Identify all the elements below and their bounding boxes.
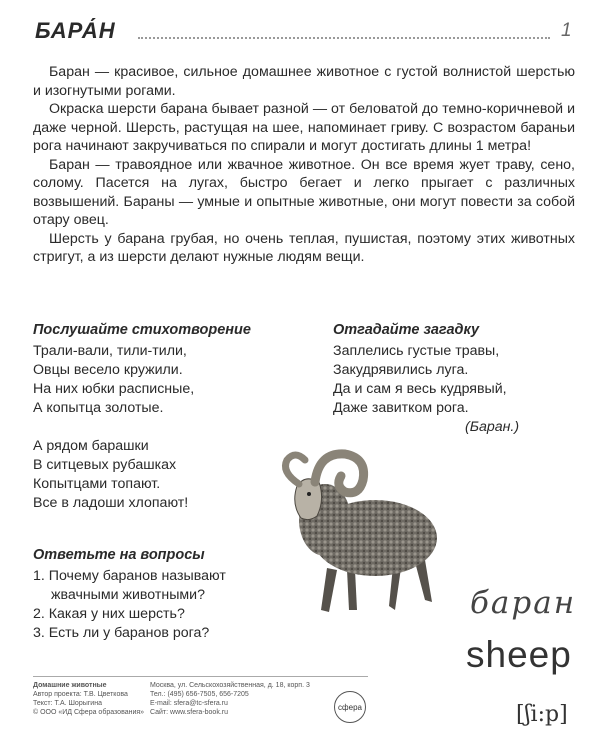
questions-heading: Ответьте на вопросы: [33, 547, 205, 563]
word-english: sheep: [466, 634, 572, 675]
riddle-section: [333, 321, 583, 437]
footer-line: Автор проекта: Т.В. Цветкова: [33, 691, 128, 698]
question-item-continuation: жвачными животными?: [51, 587, 205, 603]
poem-stanza-2: [33, 437, 303, 513]
questions-section: [33, 546, 293, 643]
poem-line: Трали-вали, тили-тили,: [33, 343, 187, 359]
ram-leg: [415, 560, 432, 602]
footer-line: Текст: Т.А. Шорыгина: [33, 700, 102, 707]
footer-credits: [33, 681, 163, 717]
ram-leg: [347, 570, 357, 610]
ram-eye: [307, 492, 311, 496]
question-item: 2. Какая у них шерсть?: [33, 606, 185, 622]
poem-line: Все в ладоши хлопают!: [33, 495, 189, 511]
title-dotted-leader: [138, 37, 550, 39]
article-paragraph: Баран — травоядное или жвачное животное. Он все время жует траву, сено, солому. Пасется на лугах, быстро бегает и легко прыгает с различных возвышений. Бараны — умные и опытные животные, они могут повести за собой отару овец.: [33, 156, 575, 228]
ram-horn: [286, 455, 306, 484]
footer-contacts: [150, 681, 330, 717]
logo-text: сфера: [338, 703, 362, 712]
riddle-heading: Отгадайте загадку: [333, 322, 480, 338]
article-paragraph: Окраска шерсти барана бывает разной — от беловатой до темно-коричневой и даже черной. Шерсть, растущая на шее, напоминает гриву. С возрастом бараньи рога начинают закручиваться по спирали и могут достигать длины 1 метра!: [33, 101, 575, 154]
article-paragraph: Баран — красивое, сильное домашнее животное с густой волнистой шерстью и изогнутыми рогами.: [33, 64, 575, 99]
poem-section: [33, 321, 303, 513]
footer-line: © ООО «ИД Сфера образования»: [33, 709, 145, 716]
footer-email: E-mail: sfera@tc-sfera.ru: [150, 700, 228, 707]
article-paragraph: Шерсть у барана грубая, но очень теплая, пушистая, поэтому этих животных стригут, а из шерсти делают нужные людям вещи.: [33, 230, 575, 265]
poem-line: В ситцевых рубашках: [33, 457, 177, 473]
poem-line: На них юбки расписные,: [33, 381, 195, 397]
poem-line: А копытца золотые.: [33, 400, 164, 416]
poem-line: Овцы весело кружили.: [33, 362, 183, 378]
question-item: 3. Есть ли у баранов рога?: [33, 625, 210, 641]
sfera-logo: [333, 690, 367, 724]
footer-phone: Тел.: (495) 656-7505, 656-7205: [150, 691, 249, 698]
question-item: 1. Почему баранов называют: [33, 568, 226, 584]
word-russian: баран: [470, 585, 577, 621]
page-title: БАРА́Н: [35, 18, 116, 43]
footer-series: Домашние животные: [33, 682, 107, 689]
footer-divider: [33, 676, 368, 677]
riddle-line: Заплелись густые травы,: [333, 343, 500, 359]
riddle-answer: (Баран.): [465, 419, 520, 435]
poem-heading: Послушайте стихотворение: [33, 322, 251, 338]
ram-illustration: [275, 438, 445, 618]
page-number: 1: [561, 20, 572, 41]
word-transcription: [ʃi:p]: [516, 702, 568, 727]
article-text: [33, 63, 575, 267]
riddle-line: Да и сам я весь кудрявый,: [333, 381, 507, 397]
riddle-line: Даже завитком рога.: [333, 400, 469, 416]
footer-site: Сайт: www.sfera-book.ru: [150, 709, 228, 716]
riddle-line: Закудрявились луга.: [333, 362, 469, 378]
poem-line: Копытцами топают.: [33, 476, 161, 492]
footer-address: Москва, ул. Сельскохозяйственная, д. 18, корп. 3: [150, 682, 310, 689]
ram-leg: [321, 568, 337, 612]
poem-line: А рядом барашки: [33, 438, 149, 454]
